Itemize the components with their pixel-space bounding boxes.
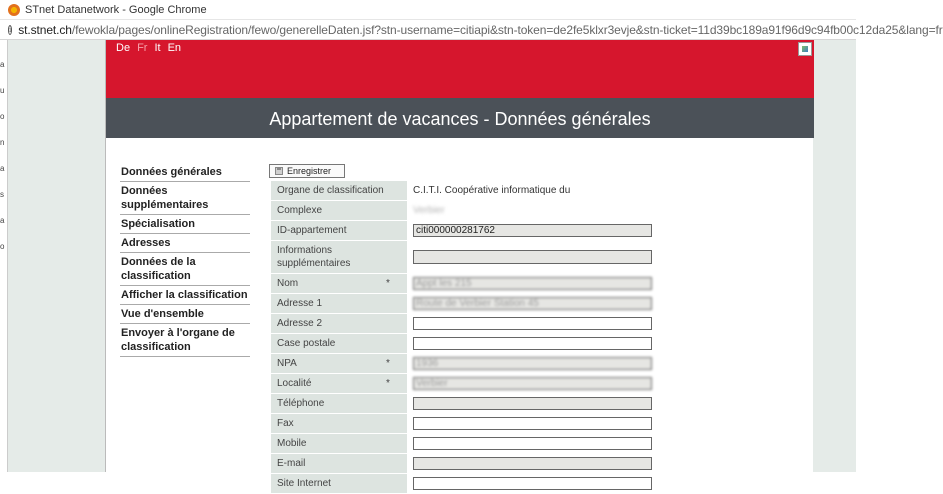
field-input[interactable] (413, 397, 652, 410)
floppy-disk-icon (275, 167, 283, 175)
app-icon (8, 4, 20, 16)
field-value-cell (407, 457, 652, 470)
background-window-text: a (0, 60, 5, 69)
field-label (271, 394, 407, 413)
language-link-de[interactable]: De (116, 42, 131, 54)
background-window-text: o (0, 112, 5, 121)
field-value-cell (407, 477, 652, 490)
field-input[interactable] (413, 224, 652, 237)
background-window-edge (0, 40, 8, 472)
nav-item[interactable]: Afficher la classification (120, 287, 250, 305)
background-window-text: a (0, 164, 5, 173)
nav-item[interactable]: Données de la classification (120, 254, 250, 286)
field-label-text: Téléphone (277, 398, 325, 409)
field-value-cell (407, 224, 652, 237)
content-container (105, 40, 813, 489)
nav-item[interactable]: Envoyer à l'organe de classification (120, 325, 250, 357)
field-label-text: Mobile (277, 438, 307, 449)
language-link-fr[interactable]: Fr (137, 42, 148, 54)
field-value-cell (407, 377, 652, 390)
save-button-label: Enregistrer (287, 166, 332, 176)
field-label (271, 474, 407, 493)
nav-item[interactable]: Spécialisation (120, 216, 250, 234)
field-input[interactable] (413, 277, 652, 290)
field-value-cell (407, 277, 652, 290)
field-value: Verbier (413, 205, 445, 216)
form-row (271, 374, 806, 393)
field-label (271, 241, 407, 273)
field-input[interactable] (413, 297, 652, 310)
field-value-cell (407, 337, 652, 350)
form-row (271, 434, 806, 453)
field-label (271, 314, 407, 333)
field-input[interactable] (413, 337, 652, 350)
url-host: st.stnet.ch (18, 22, 72, 37)
field-value: C.I.T.I. Coopérative informatique du (413, 185, 571, 196)
field-label-text: NPA (277, 358, 297, 369)
field-value-cell (407, 317, 652, 330)
field-label (271, 201, 407, 220)
field-label-text: Site Internet (277, 478, 331, 489)
field-label-text: Nom (277, 278, 299, 289)
field-label (271, 181, 407, 200)
field-label-text: Fax (277, 418, 294, 429)
field-input[interactable] (413, 437, 652, 450)
field-label (271, 221, 407, 240)
field-label-text: Localité (277, 378, 312, 389)
field-label (271, 414, 407, 433)
field-label (271, 334, 407, 353)
page-background-right (813, 40, 856, 472)
form-row (271, 274, 806, 293)
field-label-text: Organe de classification (277, 185, 384, 196)
address-bar[interactable] (0, 20, 943, 40)
form-row (271, 314, 806, 333)
broken-image-icon (798, 42, 812, 56)
field-value-cell (407, 397, 652, 410)
field-label (271, 434, 407, 453)
field-value-cell (407, 357, 652, 370)
language-link-en[interactable]: En (167, 42, 182, 54)
required-marker: * (386, 358, 390, 369)
field-label (271, 274, 407, 293)
nav-item[interactable]: Vue d'ensemble (120, 306, 250, 324)
field-label (271, 454, 407, 473)
save-button[interactable] (269, 164, 345, 178)
general-data-form (271, 181, 806, 494)
field-label-text: Case postale (277, 338, 336, 349)
background-window-text: o (0, 242, 5, 251)
form-row (271, 294, 806, 313)
required-marker: * (386, 278, 390, 289)
field-input[interactable] (413, 317, 652, 330)
background-window-text: n (0, 138, 5, 147)
url-path: /fewokla/pages/onlineRegistration/fewo/generelleDaten.jsf?stn-username=citiapi&stn-token=de2fe5klxr3evje&stn-ticket=11d39bc189a91f96d9c94fb00c12da25&lang=fr (71, 22, 943, 37)
field-input[interactable] (413, 477, 652, 490)
side-navigation (120, 164, 250, 357)
field-value-cell (407, 205, 445, 216)
background-window-text: u (0, 86, 5, 95)
field-label (271, 294, 407, 313)
required-marker: * (386, 378, 390, 389)
url-text[interactable] (18, 23, 942, 37)
form-row (271, 201, 806, 220)
form-row (271, 334, 806, 353)
page-title: Appartement de vacances - Données générales (269, 109, 651, 129)
field-value-cell (407, 417, 652, 430)
nav-item[interactable]: Données supplémentaires (120, 183, 250, 215)
background-window-text: s (0, 190, 4, 199)
field-input[interactable] (413, 457, 652, 470)
form-row (271, 181, 806, 200)
language-switcher (116, 42, 181, 54)
field-label (271, 374, 407, 393)
language-link-it[interactable]: It (154, 42, 161, 54)
field-label-text: ID-appartement (277, 225, 347, 236)
form-row (271, 241, 806, 273)
field-input[interactable] (413, 417, 652, 430)
form-row (271, 394, 806, 413)
window-titlebar (0, 0, 856, 20)
field-label-text: E-mail (277, 458, 306, 469)
field-value-cell (407, 250, 652, 264)
field-value-cell (407, 437, 652, 450)
field-label (271, 354, 407, 373)
field-value-cell (407, 297, 652, 310)
form-row (271, 474, 806, 493)
form-row (271, 454, 806, 473)
red-header (106, 40, 814, 98)
field-input[interactable] (413, 377, 652, 390)
field-value-cell (407, 185, 570, 196)
form-row (271, 354, 806, 373)
field-label-text: Informations supplémentaires (277, 245, 351, 269)
field-label-text: Complexe (277, 205, 323, 216)
page-background-left (8, 40, 105, 472)
form-row (271, 221, 806, 240)
field-input[interactable] (413, 250, 652, 264)
form-row (271, 414, 806, 433)
page-viewport (0, 40, 856, 489)
field-label-text: Adresse 2 (277, 318, 323, 329)
window-title: STnet Datanetwork - Google Chrome (25, 3, 207, 16)
nav-item[interactable]: Données générales (120, 164, 250, 182)
field-label-text: Adresse 1 (277, 298, 323, 309)
nav-item[interactable]: Adresses (120, 235, 250, 253)
field-input[interactable] (413, 357, 652, 370)
background-window-text: a (0, 216, 5, 225)
site-info-icon[interactable]: i (9, 25, 12, 34)
